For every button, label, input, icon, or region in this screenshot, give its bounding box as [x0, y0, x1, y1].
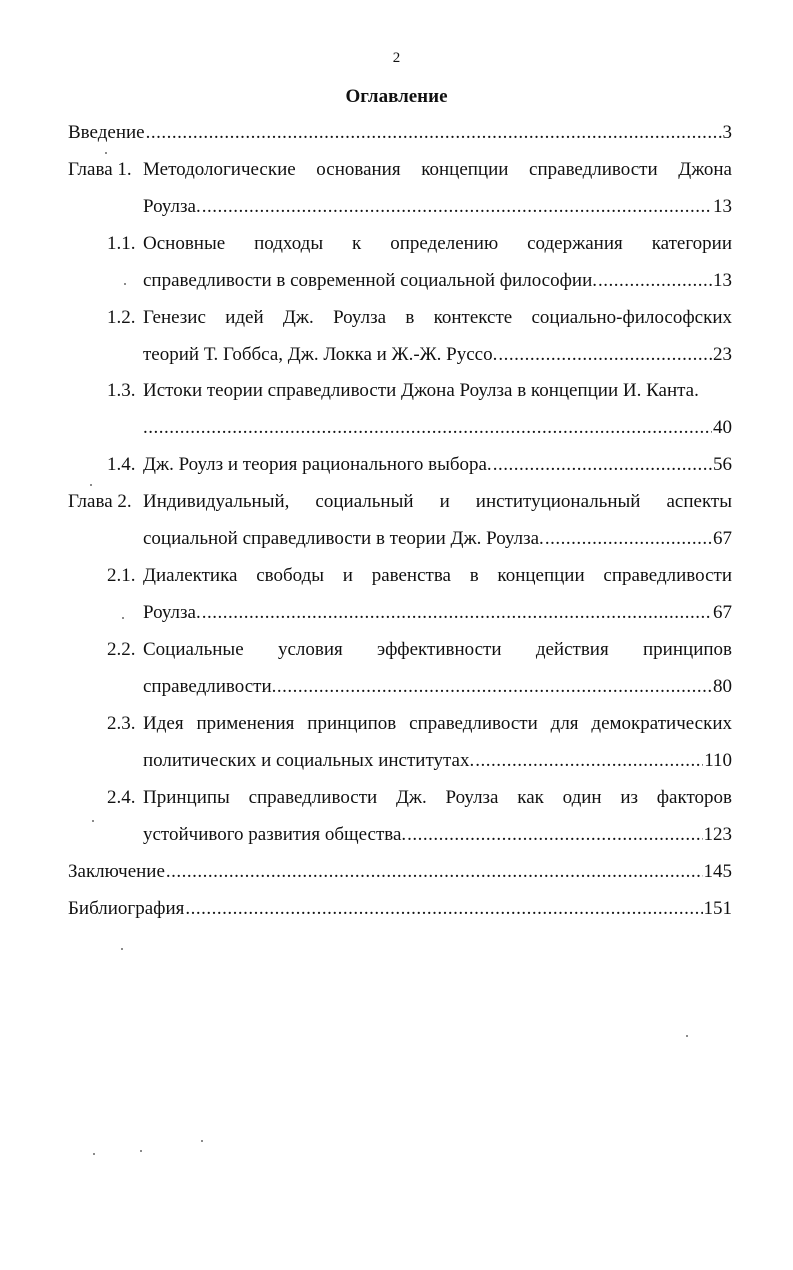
toc-entry-bibliography[interactable]	[68, 896, 732, 922]
dot-leader	[166, 859, 703, 885]
section-title-line[interactable]: Истоки теории справедливости Джона Роулза в концепции И. Канта.	[143, 380, 699, 401]
dot-leader	[498, 342, 712, 368]
dot-leader	[493, 452, 712, 478]
section-title-line[interactable]: Принципы справедливости Дж. Роулза как один из факторов	[143, 787, 732, 808]
chapter-title-line: Роулза.	[143, 196, 201, 217]
toc-page-number: 145	[703, 861, 732, 882]
toc-entry-conclusion[interactable]	[68, 859, 732, 885]
scan-speck	[122, 617, 124, 619]
scan-speck	[140, 1150, 142, 1152]
toc-entry-title: Введение	[68, 122, 145, 143]
section-number: 2.3.	[107, 713, 136, 734]
toc-entry-section-1-3[interactable]	[143, 415, 732, 441]
toc-entry-title: Заключение	[68, 861, 165, 882]
scan-speck	[105, 152, 107, 154]
toc-entry-section-1-2[interactable]	[143, 342, 732, 368]
toc-page-number: 67	[713, 528, 732, 549]
toc-entry-chapter-2[interactable]	[143, 526, 732, 552]
scan-speck	[90, 484, 92, 486]
section-number: 1.3.	[107, 380, 136, 401]
chapter-title-line: социальной справедливости в теории Дж. Роулза.	[143, 528, 544, 549]
toc-page-number: 110	[704, 750, 732, 771]
scan-speck	[124, 283, 126, 285]
toc-entry-chapter-1[interactable]	[143, 194, 732, 220]
toc-entry-title: Библиография	[68, 898, 185, 919]
section-title-line[interactable]: Генезис идей Дж. Роулза в контексте социально-философских	[143, 307, 732, 328]
dot-leader	[202, 194, 712, 220]
section-number: 2.4.	[107, 787, 136, 808]
toc-entry-section-2-1[interactable]	[143, 600, 732, 626]
section-number: 1.1.	[107, 233, 136, 254]
section-title-line: справедливости	[143, 676, 272, 697]
toc-entry-section-2-2[interactable]	[143, 674, 732, 700]
section-title-line: Роулза.	[143, 602, 201, 623]
dot-leader	[146, 120, 722, 146]
toc-entry-intro[interactable]	[68, 120, 732, 146]
toc-entry-section-1-4[interactable]	[143, 452, 732, 478]
toc-page-number: 56	[713, 454, 732, 475]
scan-speck	[201, 1140, 203, 1142]
section-number: 1.4.	[107, 454, 136, 475]
scan-speck	[686, 1035, 688, 1037]
toc-page-number: 13	[713, 270, 732, 291]
dot-leader	[202, 600, 712, 626]
chapter-title-line[interactable]: Методологические основания концепции справедливости Джона	[143, 159, 732, 180]
chapter-number: Глава 1.	[68, 159, 132, 180]
toc-page-number: 40	[713, 417, 732, 438]
scan-speck	[121, 948, 123, 950]
scan-speck	[93, 1153, 95, 1155]
section-title-line: политических и социальных институтах.	[143, 750, 475, 771]
section-title-line[interactable]: Диалектика свободы и равенства в концепции справедливости	[143, 565, 732, 586]
section-title-line[interactable]: Социальные условия эффективности действия принципов	[143, 639, 732, 660]
toc-entry-section-1-1[interactable]	[143, 268, 732, 294]
section-number: 2.2.	[107, 639, 136, 660]
toc-page-number: 3	[722, 122, 732, 143]
page-title: Оглавление	[345, 86, 448, 107]
toc-page-number: 151	[703, 898, 732, 919]
section-title-line: устойчивого развития общества.	[143, 824, 407, 845]
toc-page-number: 67	[713, 602, 732, 623]
chapter-title-line[interactable]: Индивидуальный, социальный и институциональный аспекты	[143, 491, 732, 512]
section-title-line: Дж. Роулз и теория рационального выбора.	[143, 454, 492, 475]
dot-leader	[272, 674, 712, 700]
dot-leader	[407, 822, 702, 848]
toc-page-number: 123	[703, 824, 732, 845]
section-number: 1.2.	[107, 307, 136, 328]
page-number: 2	[392, 50, 401, 66]
toc-entry-section-2-4[interactable]	[143, 822, 732, 848]
dot-leader	[475, 748, 703, 774]
toc-page-number: 23	[713, 344, 732, 365]
dot-leader	[545, 526, 712, 552]
section-title-line: теорий Т. Гоббса, Дж. Локка и Ж.-Ж. Руссо.	[143, 344, 498, 365]
dot-leader	[185, 896, 702, 922]
section-title-line: справедливости в современной социальной философии.	[143, 270, 597, 291]
toc-page-number: 80	[713, 676, 732, 697]
chapter-number: Глава 2.	[68, 491, 132, 512]
scan-speck	[92, 820, 94, 822]
section-title-line[interactable]: Основные подходы к определению содержания категории	[143, 233, 732, 254]
dot-leader	[598, 268, 712, 294]
toc-entry-section-2-3[interactable]	[143, 748, 732, 774]
toc-page-number: 13	[713, 196, 732, 217]
dot-leader	[143, 415, 712, 441]
section-title-line[interactable]: Идея применения принципов справедливости для демократических	[143, 713, 732, 734]
section-number: 2.1.	[107, 565, 136, 586]
